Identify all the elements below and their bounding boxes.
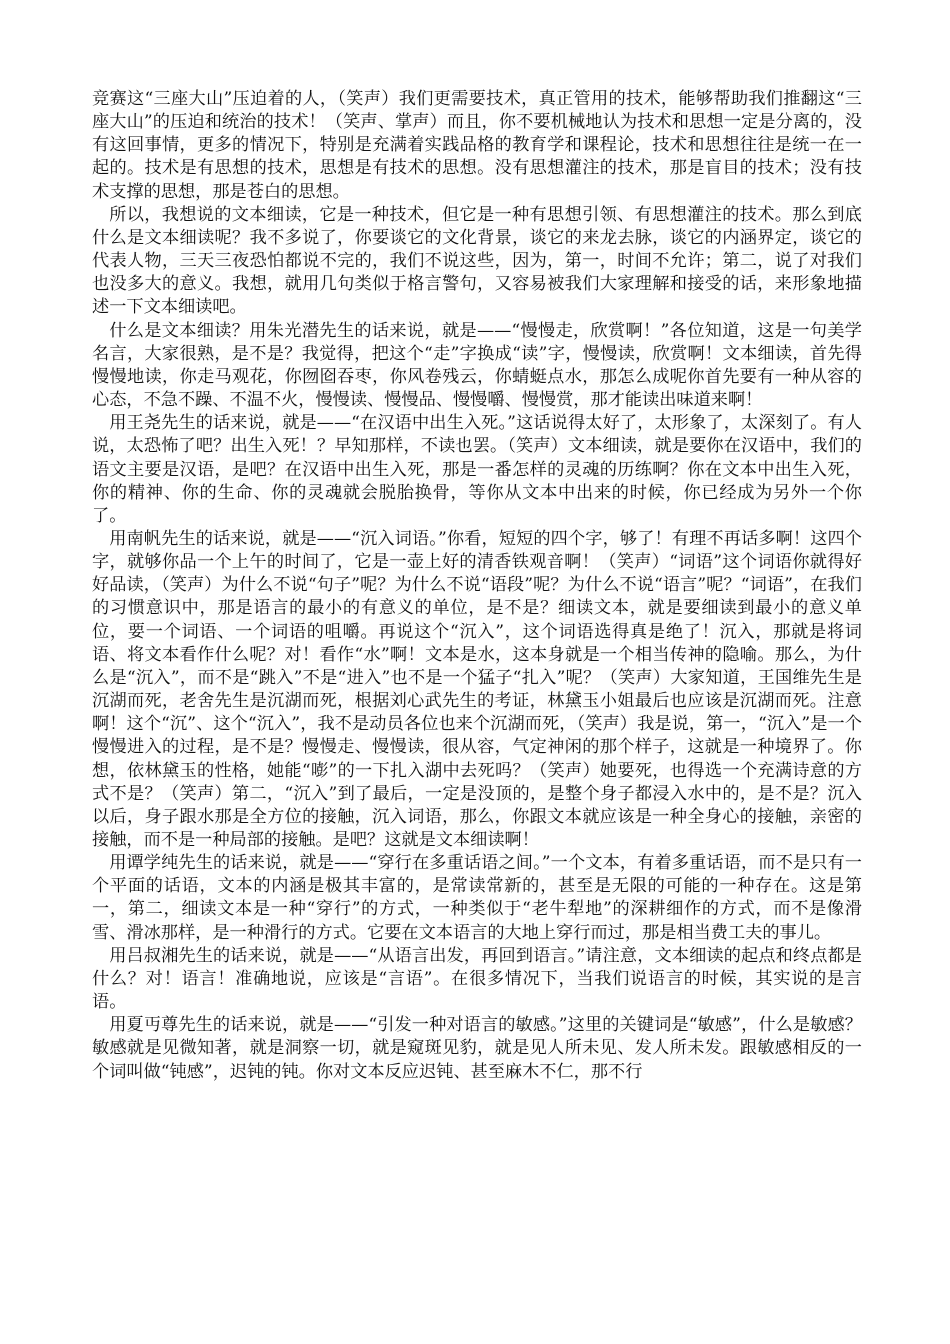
paragraph-1: 竞赛这“三座大山”压迫着的人，（笑声）我们更需要技术，真正管用的技术，能够帮助我们推翻这“三座大山”的压迫和统治的技术！（笑声、掌声）而且，你不要机械地认为技术和思想一定是分离的，没有这回事情，更多的情况下，特别是充满着实践品格的教育学和课程论，技术和思想往往是统一在一起的。技术是有思想的技术，思想是有技术的思想。没有思想灌注的技术，那是盲目的技术；没有技术支撑的思想，那是苍白的思想。	[92, 89, 862, 202]
document-page	[92, 88, 862, 1084]
paragraph-4: 用王尧先生的话来说，就是——“在汉语中出生入死。”这话说得太好了，太形象了，太深刻了。有人说，太恐怖了吧？出生入死！？早知那样，不读也罢。（笑声）文本细读，就是要你在汉语中，我们的语文主要是汉语，是吧？在汉语中出生入死，那是一番怎样的灵魂的历练啊？你在文本中出生入死，你的精神、你的生命、你的灵魂就会脱胎换骨，等你从文本中出来的时候，你已经成为另外一个你了。	[92, 413, 862, 526]
paragraph-7: 用吕叔湘先生的话来说，就是——“从语言出发，再回到语言。”请注意，文本细读的起点和终点都是什么？对！语言！准确地说，应该是“言语”。在很多情况下，当我们说语言的时候，其实说的是言语。	[92, 945, 862, 1013]
paragraph-5: 用南帆先生的话来说，就是——“沉入词语。”你看，短短的四个字，够了！有理不再话多啊！这四个字，就够你品一个上午的时间了，它是一壶上好的清香铁观音啊！（笑声）“词语”这个词语你就得好好品读，（笑声）为什么不说“句子”呢？为什么不说“语段”呢？为什么不说“语言”呢？“词语”，在我们的习惯意识中，那是语言的最小的有意义的单位，是不是？细读文本，就是要细读到最小的意义单位，要一个词语、一个词语的咀嚼。再说这个“沉入”，这个词语选得真是绝了！沉入，那就是将词语、将文本看作什么呢？对！看作“水”啊！文本是水，这本身就是一个相当传神的隐喻。那么，为什么是“沉入”，而不是“跳入”不是“进入”也不是一个猛子“扎入”呢？（笑声）大家知道，王国维先生是沉湖而死，老舍先生是沉湖而死，根据刘心武先生的考证，林黛玉小姐最后也应该是沉湖而死。注意啊！这个“沉”、这个“沉入”，我不是动员各位也来个沉湖而死，（笑声）我是说，第一，“沉入”是一个慢慢进入的过程，是不是？慢慢走、慢慢读，很从容，气定神闲的那个样子，这就是一种境界了。你想，依林黛玉的性格，她能“嘭”的一下扎入湖中去死吗？（笑声）她要死，也得选一个充满诗意的方式不是？（笑声）第二，“沉入”到了最后，一定是没顶的，是整个身子都浸入水中的，是不是？沉入以后，身子跟水那是全方位的接触，沉入词语，那么，你跟文本就应该是一种全身心的接触，亲密的接触，而不是一种局部的接触。是吧？这就是文本细读啊！	[92, 528, 862, 850]
paragraph-3: 什么是文本细读？用朱光潜先生的话来说，就是——“慢慢走，欣赏啊！”各位知道，这是一句美学名言，大家很熟，是不是？我觉得，把这个“走”字换成“读”字，慢慢读，欣赏啊！文本细读，首先得慢慢地读，你走马观花，你囫囵吞枣，你风卷残云，你蜻蜓点水，那怎么成呢你首先要有一种从容的心态，不急不躁、不温不火，慢慢读、慢慢品、慢慢嚼、慢慢赏，那才能读出味道来啊！	[92, 320, 862, 411]
paragraph-8: 用夏丏尊先生的话来说，就是——“引发一种对语言的敏感。”这里的关键词是“敏感”，什么是敏感？敏感就是见微知著，就是洞察一切，就是窥斑见豹，就是见人所未见、发人所未发。跟敏感相反的一个词叫做“钝感”，迟钝的钝。你对文本反应迟钝、甚至麻木不仁，那不行	[92, 1015, 862, 1082]
paragraph-6: 用谭学纯先生的话来说，就是——“穿行在多重话语之间。”一个文本，有着多重话语，而不是只有一个平面的话语，文本的内涵是极其丰富的，是常读常新的，甚至是无限的可能的一种存在。这是第一，第二，细读文本是一种“穿行”的方式，一种类似于“老牛犁地”的深耕细作的方式，而不是像滑雪、滑冰那样，是一种滑行的方式。它要在文本语言的大地上穿行而过，那是相当费工夫的事儿。	[92, 853, 862, 943]
paragraph-2: 所以，我想说的文本细读，它是一种技术，但它是一种有思想引领、有思想灌注的技术。那么到底什么是文本细读呢？我不多说了，你要谈它的文化背景，谈它的来龙去脉，谈它的内涵界定，谈它的代表人物，三天三夜恐怕都说不完的，我们不说这些，因为，第一，时间不允许；第二，说了对我们也没多大的意义。我想，就用几句类似于格言警句，又容易被我们大家理解和接受的话，来形象地描述一下文本细读吧。	[92, 204, 862, 318]
